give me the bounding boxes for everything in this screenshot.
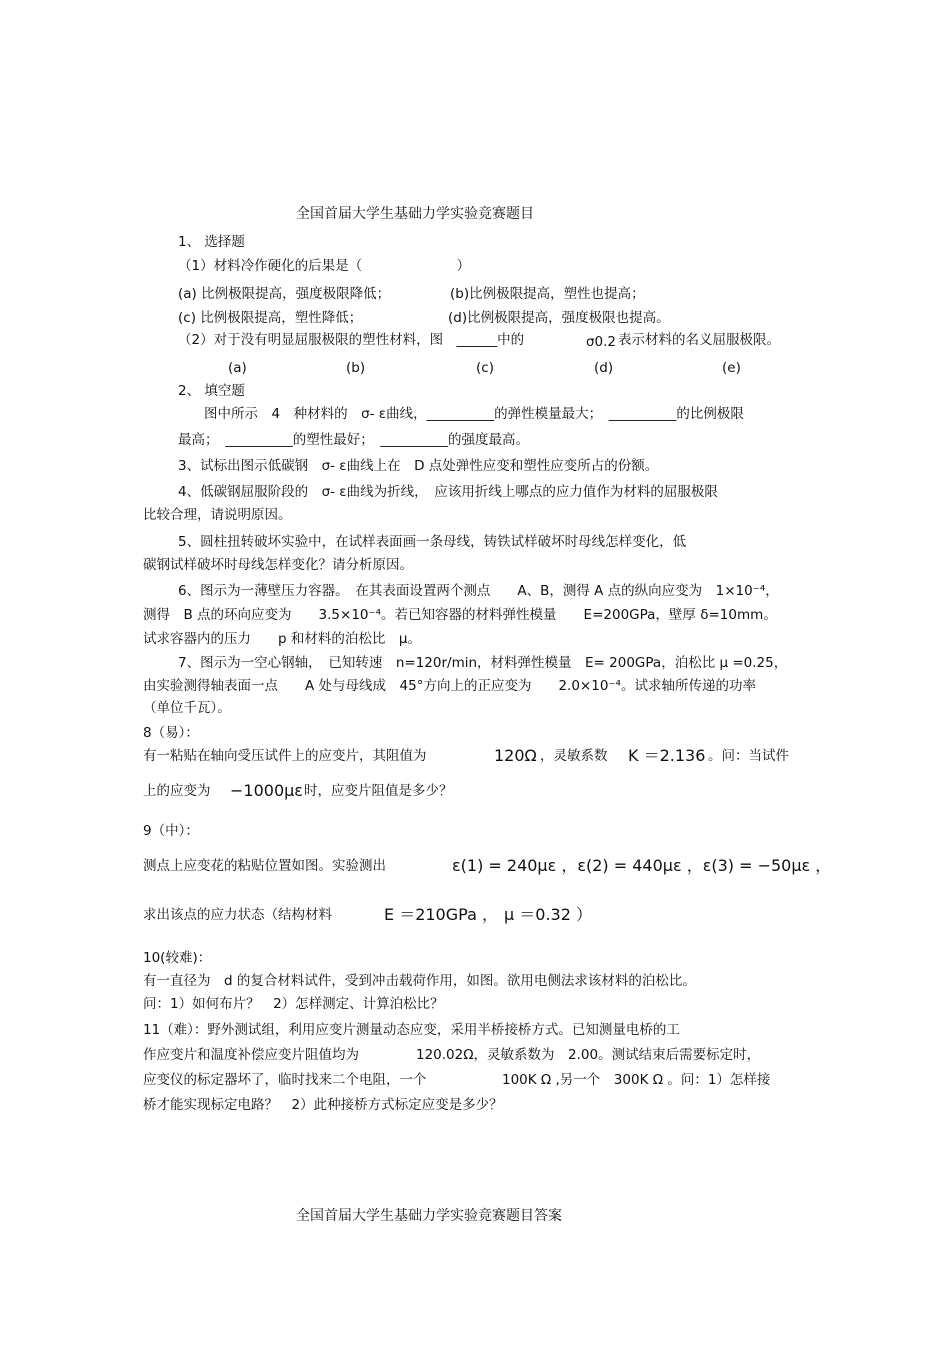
choice-option: (c) 比例极限提高，塑性降低； [178, 310, 363, 326]
question-text: 求出该点的应力状态（结构材料 [143, 907, 332, 923]
question-text: 表示材料的名义屈服极限。 [618, 332, 780, 348]
question-text: （2）对于没有明显屈服极限的塑性材料，图 ______中的 [178, 332, 525, 348]
question-text: 有一直径为 d 的复合材料试件，受到冲击载荷作用，如图。欲用电侧法求该材料的泊松比。 [143, 973, 696, 989]
question-text: 试求容器内的压力 p 和材料的泊松比 μ。 [143, 631, 421, 647]
question-text: 有一粘贴在轴向受压试件上的应变片，其阻值为 [143, 748, 427, 764]
math-symbol: σ0.2 [586, 334, 617, 350]
question-text: 100K Ω ,另一个 300K Ω 。问：1）怎样接 [502, 1072, 771, 1088]
question-heading: 11（难）：野外测试组，利用应变片测量动态应变，采用半桥接桥方式。已知测量电桥的工 [143, 1022, 680, 1038]
question-text: 7、图示为一空心钢轴， 已知转速 n=120r/min，材料弹性模量 E= 200GPa，泊松比 μ =0.25， [178, 655, 788, 671]
section-heading: 2、 填空题 [178, 383, 245, 399]
figure-label: (e) [722, 360, 741, 376]
question-text: 5、圆柱扭转破坏实验中，在试样表面画一条母线，铸铁试样破坏时母线怎样变化，低 [178, 534, 687, 550]
section-heading: 1、 选择题 [178, 234, 245, 250]
question-text: ，灵敏系数 [540, 748, 608, 764]
question-text: 。问：当试件 [708, 748, 789, 764]
question-text: 测得 B 点的环向应变为 3.5×10⁻⁴。若已知容器的材料弹性模量 E=200GPa，壁厚 δ=10mm。 [143, 607, 777, 623]
math-value: μ ＝0.32 ） [504, 905, 592, 924]
math-value: −1000με [230, 781, 303, 800]
math-value: E ＝210GPa ， [384, 905, 498, 924]
question-text: 6、图示为一薄壁压力容器。 在其表面设置两个测点 A、B，测得 A 点的纵向应变为 1×10⁻⁴， [178, 583, 779, 599]
question-text: 上的应变为 [143, 783, 211, 799]
doc-title: 全国首届大学生基础力学实验竞赛题目 [296, 206, 534, 222]
question-text: 图中所示 4 种材料的 σ- ε曲线，__________的弹性模量最大； __________的比例极限 [204, 406, 744, 422]
question-heading: 10(较难)： [143, 950, 212, 966]
question-text: 问：1）如何布片？ 2）怎样测定、计算泊松比？ [143, 996, 444, 1012]
figure-label: (c) [476, 360, 494, 376]
question-text: 桥才能实现标定电路？ 2）此种接桥方式标定应变是多少？ [143, 1097, 503, 1113]
figure-label: (d) [594, 360, 614, 376]
question-text: 最高； __________的塑性最好； __________的强度最高。 [178, 432, 529, 448]
math-value: ε(1) = 240με ，ε(2) = 440με ，ε(3) = −50με ， [452, 856, 832, 875]
choice-option: (a) 比例极限提高，强度极限降低； [178, 286, 391, 302]
question-text: 由实验测得轴表面一点 A 处与母线成 45°方向上的正应变为 2.0×10⁻⁴。试求轴所传递的功率 [143, 678, 756, 694]
question-text: 应变仪的标定器坏了，临时找来二个电阻，一个 [143, 1072, 427, 1088]
question-text: （单位千瓦）。 [143, 700, 231, 716]
math-value: 120Ω [494, 746, 537, 765]
choice-option: (d)比例极限提高，强度极限也提高。 [448, 310, 670, 326]
math-value: K ＝2.136 [628, 746, 706, 765]
question-text: 碳钢试样破坏时母线怎样变化？请分析原因。 [143, 557, 413, 573]
question-text: 4、低碳钢屈服阶段的 σ- ε曲线为折线， 应该用折线上哪点的应力值作为材料的屈服极限 [178, 484, 718, 500]
question-text: 比较合理，请说明原因。 [143, 507, 292, 523]
question-text: 时，应变片阻值是多少？ [304, 783, 453, 799]
answer-title: 全国首届大学生基础力学实验竞赛题目答案 [296, 1208, 562, 1224]
question-text: 测点上应变花的粘贴位置如图。实验测出 [143, 858, 386, 874]
figure-label: (a) [228, 360, 247, 376]
question-heading: 9（中）： [143, 823, 199, 839]
question-text: 3、试标出图示低碳钢 σ- ε曲线上在 D 点处弹性应变和塑性应变所占的份额。 [178, 458, 659, 474]
question-text: 作应变片和温度补偿应变片阻值均为 [143, 1047, 359, 1063]
figure-label: (b) [346, 360, 366, 376]
question-heading: 8（易）： [143, 725, 199, 741]
question-text: （1）材料冷作硬化的后果是（ ） [178, 258, 471, 274]
choice-option: (b)比例极限提高，塑性也提高； [450, 286, 645, 302]
question-text: 120.02Ω，灵敏系数为 2.00。测试结束后需要标定时， [416, 1047, 761, 1063]
